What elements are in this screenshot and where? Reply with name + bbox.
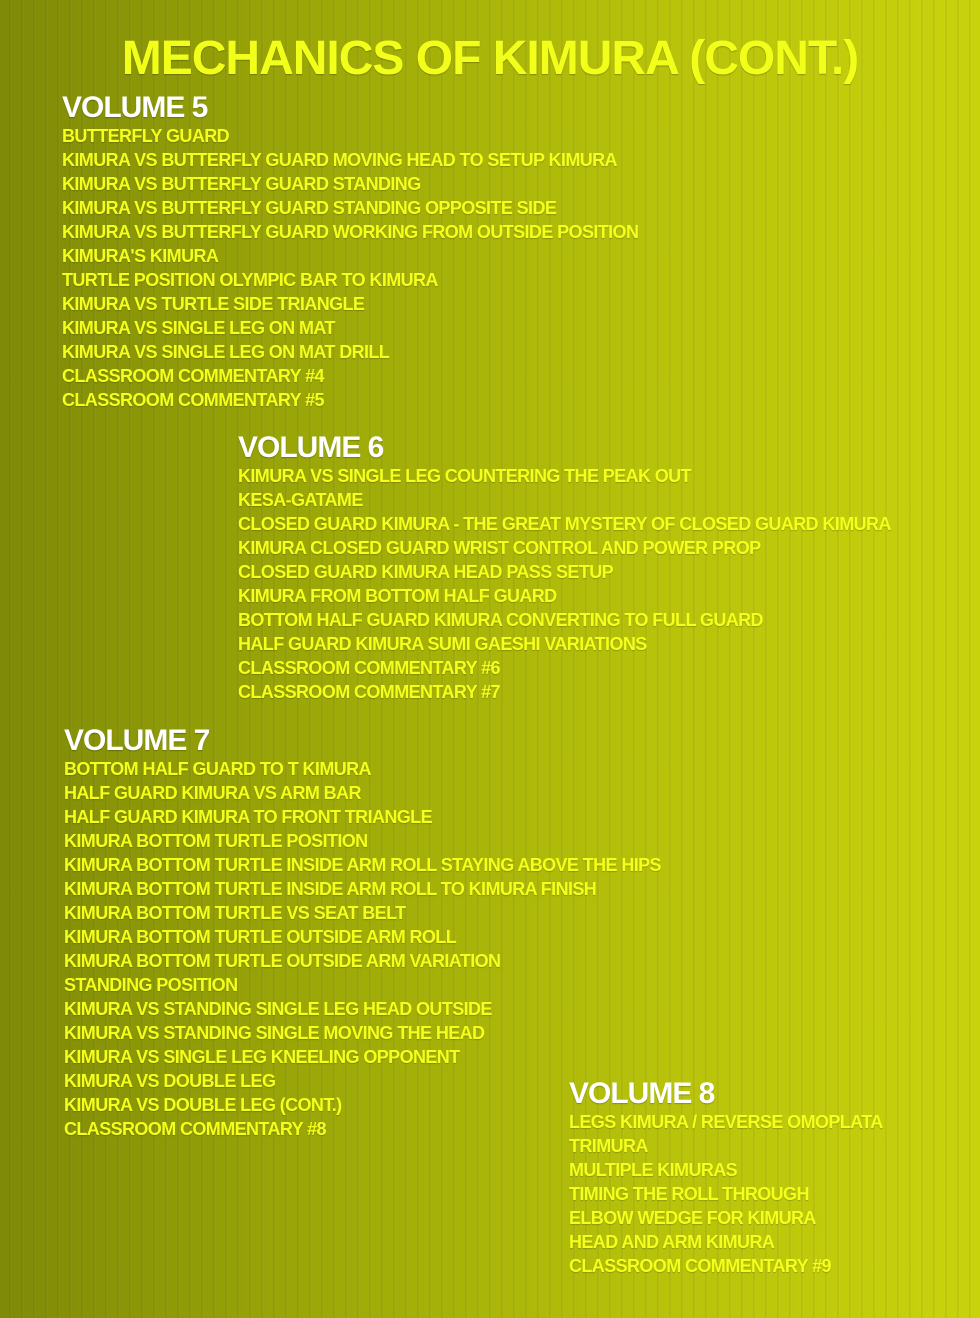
chapter-item: BOTTOM HALF GUARD TO T KIMURA (64, 759, 371, 779)
volume-6-section (238, 432, 891, 704)
page-title: MECHANICS OF KIMURA (CONT.) (121, 32, 859, 85)
chapter-item: BUTTERFLY GUARD (62, 126, 230, 146)
chapter-item: KIMURA BOTTOM TURTLE POSITION (64, 831, 368, 851)
chapter-item: KIMURA VS TURTLE SIDE TRIANGLE (62, 294, 365, 314)
chapter-item: CLOSED GUARD KIMURA - THE GREAT MYSTERY OF CLOSED GUARD KIMURA (238, 514, 891, 534)
chapter-item: CLASSROOM COMMENTARY #6 (238, 658, 500, 678)
chapter-item: KIMURA VS BUTTERFLY GUARD WORKING FROM OUTSIDE POSITION (62, 222, 639, 242)
chapter-item: KIMURA VS STANDING SINGLE LEG HEAD OUTSIDE (64, 999, 492, 1019)
chapter-item: KIMURA VS DOUBLE LEG (CONT.) (64, 1095, 342, 1115)
chapter-item: CLASSROOM COMMENTARY #7 (238, 682, 500, 702)
chapter-list (569, 1110, 883, 1278)
chapter-item: CLASSROOM COMMENTARY #4 (62, 366, 324, 386)
chapter-item: KIMURA VS SINGLE LEG KNEELING OPPONENT (64, 1047, 460, 1067)
chapter-item: KIMURA VS SINGLE LEG ON MAT DRILL (62, 342, 390, 362)
chapter-item: KIMURA'S KIMURA (62, 246, 219, 266)
chapter-item: STANDING POSITION (64, 975, 238, 995)
volume-heading: VOLUME 6 (238, 431, 384, 464)
chapter-item: KIMURA BOTTOM TURTLE OUTSIDE ARM VARIATION (64, 951, 501, 971)
chapter-item: ELBOW WEDGE FOR KIMURA (569, 1208, 816, 1228)
chapter-list (62, 124, 638, 412)
chapter-item: KIMURA BOTTOM TURTLE OUTSIDE ARM ROLL (64, 927, 457, 947)
volume-heading: VOLUME 5 (62, 91, 208, 124)
chapter-item: HALF GUARD KIMURA SUMI GAESHI VARIATIONS (238, 634, 647, 654)
chapter-item: BOTTOM HALF GUARD KIMURA CONVERTING TO FULL GUARD (238, 610, 763, 630)
chapter-item: CLASSROOM COMMENTARY #8 (64, 1119, 326, 1139)
chapter-item: KIMURA VS BUTTERFLY GUARD STANDING OPPOSITE SIDE (62, 198, 557, 218)
chapter-item: CLASSROOM COMMENTARY #9 (569, 1256, 831, 1276)
chapter-item: KIMURA VS SINGLE LEG COUNTERING THE PEAK OUT (238, 466, 691, 486)
chapter-item: CLOSED GUARD KIMURA HEAD PASS SETUP (238, 562, 614, 582)
chapter-item: TRIMURA (569, 1136, 648, 1156)
chapter-item: KIMURA VS SINGLE LEG ON MAT (62, 318, 335, 338)
chapter-item: MULTIPLE KIMURAS (569, 1160, 738, 1180)
chapter-item: KIMURA VS BUTTERFLY GUARD STANDING (62, 174, 421, 194)
chapter-item: TIMING THE ROLL THROUGH (569, 1184, 809, 1204)
chapter-item: HALF GUARD KIMURA TO FRONT TRIANGLE (64, 807, 432, 827)
volume-heading: VOLUME 7 (64, 724, 210, 757)
chapter-item: LEGS KIMURA / REVERSE OMOPLATA (569, 1112, 883, 1132)
chapter-list (238, 464, 891, 704)
volume-8-section (569, 1078, 883, 1278)
chapter-item: HEAD AND ARM KIMURA (569, 1232, 775, 1252)
chapter-item: KIMURA BOTTOM TURTLE INSIDE ARM ROLL STAYING ABOVE THE HIPS (64, 855, 661, 875)
chapter-item: KIMURA VS DOUBLE LEG (64, 1071, 276, 1091)
chapter-item: KIMURA BOTTOM TURTLE INSIDE ARM ROLL TO KIMURA FINISH (64, 879, 597, 899)
chapter-item: KIMURA BOTTOM TURTLE VS SEAT BELT (64, 903, 406, 923)
chapter-item: KESA-GATAME (238, 490, 363, 510)
volume-heading: VOLUME 8 (569, 1077, 715, 1110)
chapter-item: CLASSROOM COMMENTARY #5 (62, 390, 324, 410)
chapter-item: KIMURA CLOSED GUARD WRIST CONTROL AND POWER PROP (238, 538, 761, 558)
chapter-item: KIMURA FROM BOTTOM HALF GUARD (238, 586, 557, 606)
chapter-item: HALF GUARD KIMURA VS ARM BAR (64, 783, 361, 803)
chapter-item: KIMURA VS BUTTERFLY GUARD MOVING HEAD TO SETUP KIMURA (62, 150, 617, 170)
volume-5-section (62, 92, 638, 412)
chapter-item: TURTLE POSITION OLYMPIC BAR TO KIMURA (62, 270, 438, 290)
chapter-item: KIMURA VS STANDING SINGLE MOVING THE HEAD (64, 1023, 485, 1043)
